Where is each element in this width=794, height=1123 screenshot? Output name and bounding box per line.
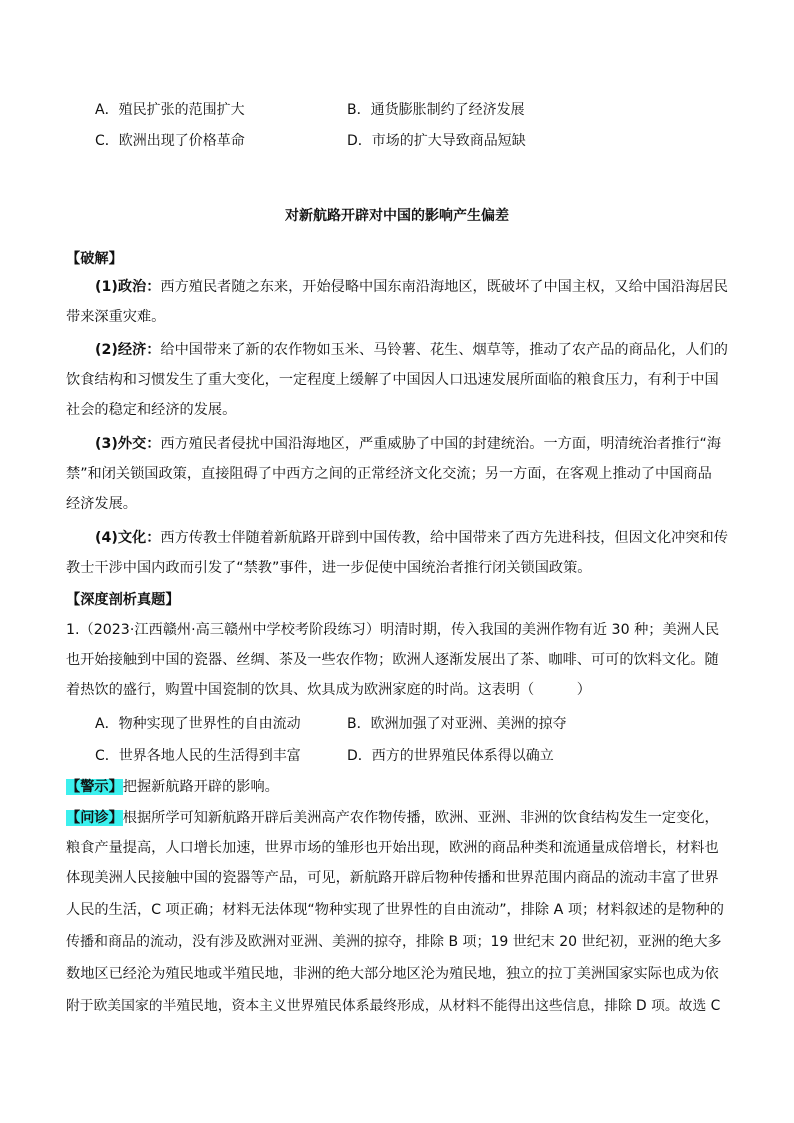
wenzhen-line7: 附于欧美国家的半殖民地，资本主义世界殖民体系最终形成，从材料不能得出这些信息，排除 D 项。故选 C	[66, 998, 721, 1014]
jingshi-label: 【警示】	[66, 779, 123, 795]
pojie-p2-line3: 社会的稳定和经济的发展。	[66, 402, 237, 418]
pojie-p4-line1: (4)文化：西方传教士伴随着新航路开辟到中国传教，给中国带来了西方先进科技，但因文化冲突和传	[95, 530, 728, 546]
question-line2: 也开始接触到中国的瓷器、丝绸、茶及一些农作物；欧洲人逐渐发展出了茶、咖啡、可可的饮料文化。随	[66, 652, 719, 668]
section-title: 对新航路开辟对中国的影响产生偏差	[285, 208, 509, 224]
pojie-heading: 【破解】	[66, 251, 123, 267]
wenzhen-line1: 【问诊】根据所学可知新航路开辟后美洲高产农作物传播，欧洲、亚洲、非洲的饮食结构发生一定变化，	[66, 810, 719, 826]
pojie-p4-label: (4)文化：	[95, 530, 161, 546]
pojie-p3-line3: 经济发展。	[66, 496, 137, 512]
pojie-p1-label: (1)政治：	[95, 279, 161, 295]
wenzhen-line6: 数地区已经沦为殖民地或半殖民地，非洲的绝大部分地区沦为殖民地，独立的拉丁美洲国家实际也成为依	[66, 966, 719, 982]
question-option-b: B．欧洲加强了对亚洲、美洲的掠夺	[347, 716, 567, 732]
pojie-p3-line2: 禁”和闭关锁国政策，直接阻碍了中西方之间的正常经济文化交流；另一方面，在客观上推动了中国商品	[66, 466, 712, 482]
question-option-d: D．西方的世界殖民体系得以确立	[347, 748, 554, 764]
question-line1: 1.（2023·江西赣州·高三赣州中学校考阶段练习）明清时期，传入我国的美洲作物有近 30 种；美洲人民	[66, 622, 720, 638]
pojie-p4-line2: 教士干涉中国内政而引发了“禁教”事件，进一步促使中国统治者推行闭关锁国政策。	[66, 560, 592, 576]
option-c: C．欧洲出现了价格革命	[95, 133, 245, 149]
wenzhen-line3: 体现美洲人民接触中国的瓷器等产品，可见，新航路开辟后物种传播和世界范围内商品的流动丰富了世界	[66, 870, 719, 886]
pojie-p3-label: (3)外交：	[95, 436, 161, 452]
pojie-p1-line2: 带来深重灾难。	[66, 309, 166, 325]
pojie-p2-line2: 饮食结构和习惯发生了重大变化，一定程度上缓解了中国因人口迅速发展所面临的粮食压力，有利于中国	[66, 372, 719, 388]
jingshi-line: 【警示】把握新航路开辟的影响。	[66, 779, 279, 795]
pojie-p1-line1: (1)政治：西方殖民者随之东来，开始侵略中国东南沿海地区，既破坏了中国主权，又给中国沿海居民	[95, 279, 728, 295]
pojie-p2-line1: (2)经济：给中国带来了新的农作物如玉米、马铃薯、花生、烟草等，推动了农产品的商品化，人们的	[95, 342, 728, 358]
question-option-a: A．物种实现了世界性的自由流动	[95, 716, 301, 732]
shendu-heading: 【深度剖析真题】	[66, 592, 180, 608]
option-a: A．殖民扩张的范围扩大	[95, 102, 245, 118]
wenzhen-line4: 人民的生活，C 项正确；材料无法体现“物种实现了世界性的自由流动”，排除 A 项；材料叙述的是物种的	[66, 902, 724, 918]
pojie-p2-label: (2)经济：	[95, 342, 161, 358]
wenzhen-line5: 传播和商品的流动，没有涉及欧洲对亚洲、美洲的掠夺，排除 B 项；19 世纪末 20 世纪初，亚洲的绝大多	[66, 934, 722, 950]
wenzhen-label: 【问诊】	[66, 810, 123, 826]
option-d: D．市场的扩大导致商品短缺	[347, 133, 526, 149]
pojie-p3-line1: (3)外交：西方殖民者侵扰中国沿海地区，严重威胁了中国的封建统治。一方面，明清统治者推行“海	[95, 436, 722, 452]
option-b: B．通货膨胀制约了经济发展	[347, 102, 525, 118]
question-option-c: C．世界各地人民的生活得到丰富	[95, 748, 301, 764]
wenzhen-line2: 粮食产量提高，人口增长加速，世界市场的雏形也开始出现，欧洲的商品种类和流通量成倍增长，材料也	[66, 840, 719, 856]
question-line3: 着热饮的盛行，购置中国瓷制的饮具、炊具成为欧洲家庭的时尚。这表明（ ）	[66, 682, 591, 698]
